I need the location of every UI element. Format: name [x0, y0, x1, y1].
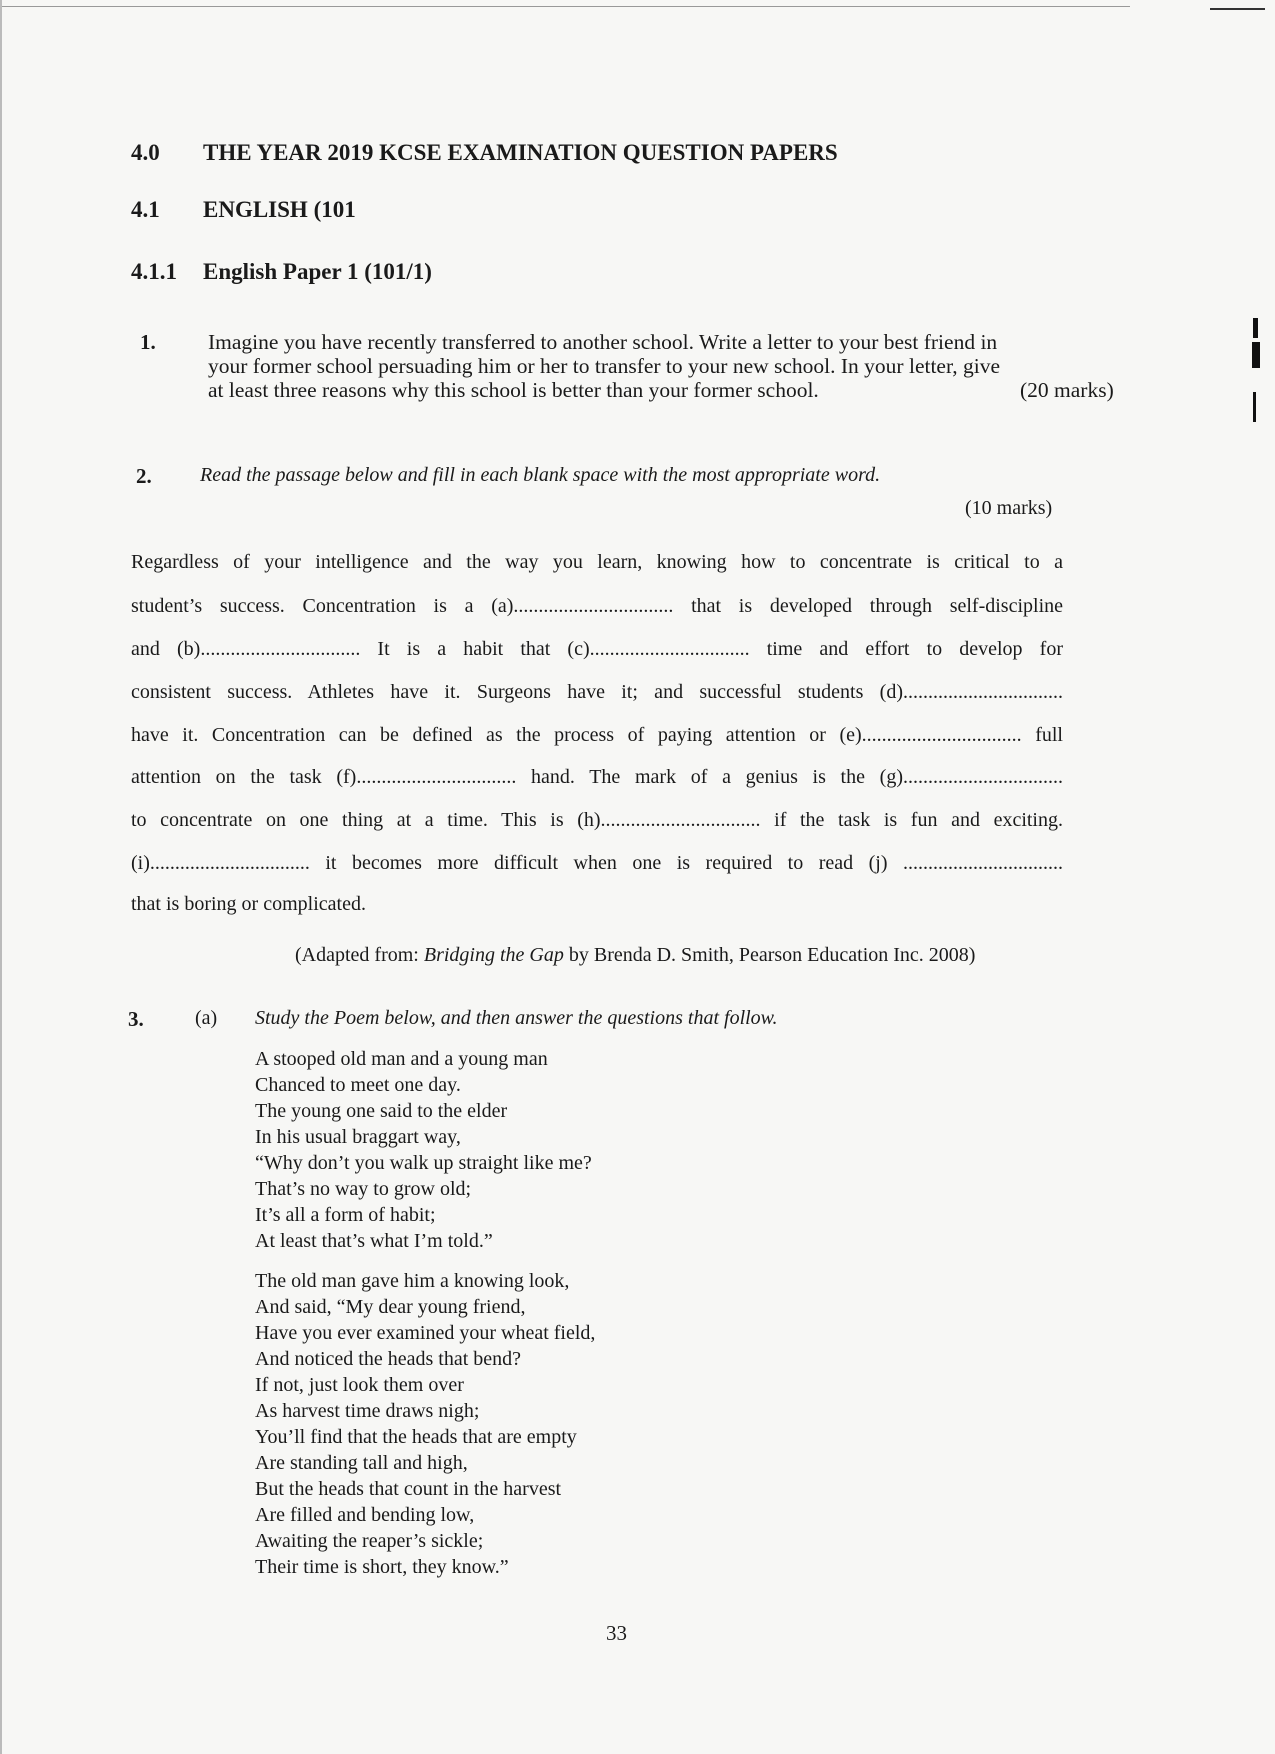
passage-line: Regardless of your intelligence and the way you learn, knowing how to concentrate is critical to a: [131, 551, 1063, 573]
poem-line: That’s no way to grow old;: [255, 1178, 472, 1200]
poem-line: “Why don’t you walk up straight like me?: [255, 1152, 592, 1174]
subsection-number: 4.1.1: [131, 259, 177, 284]
section-title: ENGLISH (101: [203, 197, 356, 222]
passage-line: to concentrate on one thing at a time. This is (h)................................ if the task is fun and exciting.: [131, 809, 1063, 831]
passage-source: [295, 944, 975, 967]
poem-line: The old man gave him a knowing look,: [255, 1270, 570, 1292]
poem-line: It’s all a form of habit;: [255, 1204, 436, 1226]
poem-line: And said, “My dear young friend,: [255, 1296, 526, 1318]
question-part: (a): [195, 1007, 218, 1029]
poem-line: At least that’s what I’m told.”: [255, 1230, 493, 1252]
poem-line: Awaiting the reaper’s sickle;: [255, 1530, 484, 1552]
source-suffix: by Brenda D. Smith, Pearson Education Inc. 2008): [563, 944, 976, 966]
question-1-line: Imagine you have recently transferred to another school. Write a letter to your best friend in: [208, 330, 998, 354]
scan-left-edge: [0, 0, 2, 1754]
poem-line: As harvest time draws nigh;: [255, 1400, 480, 1422]
subsection-title: English Paper 1 (101/1): [203, 259, 432, 284]
question-number: 3.: [128, 1007, 144, 1031]
poem-line: Are standing tall and high,: [255, 1452, 468, 1474]
poem-line: And noticed the heads that bend?: [255, 1348, 522, 1370]
passage-line: (i)................................ it becomes more difficult when one is required to read (j) ................................: [131, 852, 1063, 874]
poem-line: Are filled and bending low,: [255, 1504, 475, 1526]
poem-line: Their time is short, they know.”: [255, 1556, 509, 1578]
question-1-marks: (20 marks): [1020, 378, 1114, 402]
scan-margin-mark: [1252, 342, 1260, 368]
question-number: 1.: [140, 330, 156, 354]
poem-line: Chanced to meet one day.: [255, 1074, 461, 1096]
question-1-text: [208, 330, 1000, 402]
passage-line: have it. Concentration can be defined as the process of paying attention or (e)................................ full: [131, 724, 1063, 746]
scan-margin-mark: [1253, 392, 1256, 422]
poem-line: The young one said to the elder: [255, 1100, 508, 1122]
source-prefix: (Adapted from:: [295, 944, 424, 966]
poem-line: But the heads that count in the harvest: [255, 1478, 562, 1500]
poem-line: Have you ever examined your wheat field,: [255, 1322, 596, 1344]
question-2-instruction: Read the passage below and fill in each blank space with the most appropriate word.: [200, 464, 881, 486]
scan-top-rule-right: [1210, 8, 1265, 10]
scan-top-rule: [0, 6, 1130, 7]
passage-line: consistent success. Athletes have it. Surgeons have it; and successful students (d)................................: [131, 681, 1063, 703]
poem-line: A stooped old man and a young man: [255, 1048, 548, 1070]
source-title: Bridging the Gap: [423, 944, 564, 966]
section-number: 4.0: [131, 140, 160, 165]
section-title: THE YEAR 2019 KCSE EXAMINATION QUESTION PAPERS: [203, 140, 838, 165]
passage-line: attention on the task (f)................................ hand. The mark of a genius is the (g)................................: [131, 766, 1063, 788]
page-number: 33: [606, 1621, 627, 1645]
question-2-marks: (10 marks): [965, 497, 1053, 519]
passage-line-last: that is boring or complicated.: [131, 893, 366, 915]
poem-line: If not, just look them over: [255, 1374, 464, 1396]
question-1-line: your former school persuading him or her to transfer to your new school. In your letter, give: [208, 354, 1001, 378]
section-number: 4.1: [131, 197, 160, 222]
passage-line: and (b)................................ It is a habit that (c)................................ time and effort to develop for: [131, 638, 1063, 660]
poem-line: You’ll find that the heads that are empty: [255, 1426, 577, 1448]
question-3-instruction: Study the Poem below, and then answer the questions that follow.: [255, 1007, 778, 1029]
poem-line: In his usual braggart way,: [255, 1126, 461, 1148]
question-1-line: at least three reasons why this school is better than your former school.: [208, 378, 819, 402]
scan-margin-mark: [1253, 318, 1258, 338]
question-number: 2.: [136, 464, 152, 488]
passage-line: student’s success. Concentration is a (a)................................ that is developed through self-discipline: [131, 595, 1063, 617]
